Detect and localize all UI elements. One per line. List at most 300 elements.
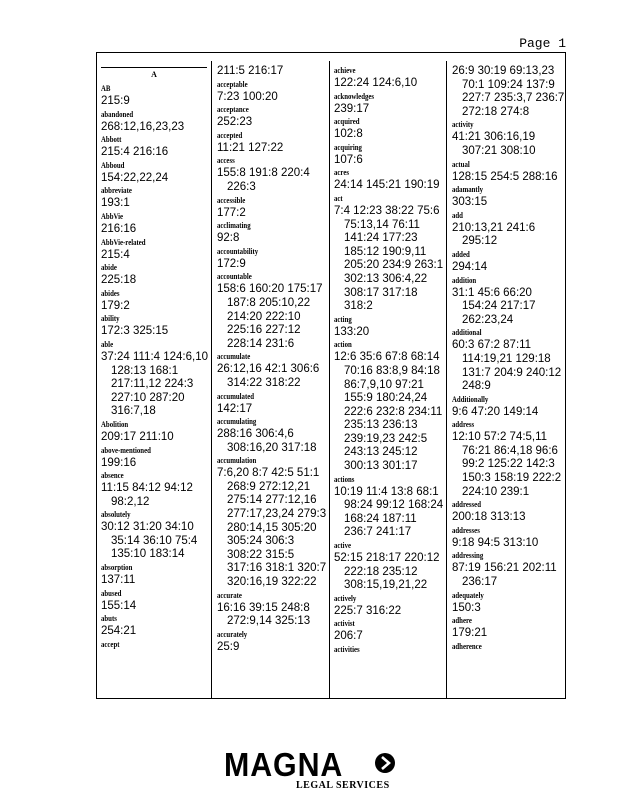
index-term: additional — [452, 328, 482, 338]
index-term: addition — [452, 275, 477, 285]
index-references — [452, 511, 564, 525]
index-references — [452, 339, 564, 393]
index-references — [334, 630, 444, 644]
reference-line: 24:14 145:21 190:19 — [334, 179, 440, 192]
index-term: access — [217, 156, 235, 166]
reference-line: 222:18 235:12 — [344, 565, 418, 578]
index-entry — [452, 394, 564, 420]
index-term: acquired — [334, 117, 360, 127]
reference-line: 268:12,16,23,23 — [101, 120, 185, 133]
index-references — [217, 641, 325, 655]
index-references — [101, 197, 207, 211]
index-entry — [334, 593, 444, 619]
reference-line: 172:3 325:15 — [101, 325, 169, 338]
index-term: accurately — [217, 629, 248, 639]
index-term: accumulate — [217, 352, 251, 362]
index-term: adequately — [452, 590, 484, 600]
reference-line: 243:13 245:12 — [344, 446, 418, 459]
index-entry — [217, 590, 325, 629]
reference-line: 12:6 35:6 67:8 68:14 — [334, 351, 440, 364]
reference-line: 70:16 83:8,9 84:18 — [344, 364, 440, 377]
reference-line: 236:17 — [462, 576, 498, 589]
index-references — [334, 605, 444, 619]
reference-line: 314:22 318:22 — [227, 376, 301, 389]
index-term: activities — [334, 645, 360, 654]
reference-line: 155:14 — [101, 599, 137, 612]
reference-line: 317:16 318:1 320:7 — [227, 562, 327, 575]
reference-line: 7:6,20 8:7 42:5 51:1 — [217, 467, 320, 480]
index-term: action — [334, 340, 352, 350]
reference-line: 102:8 — [334, 128, 363, 141]
reference-line: 252:23 — [217, 116, 253, 129]
page-label: Page 1 — [519, 36, 566, 51]
reference-line: 227:10 287:20 — [111, 391, 185, 404]
index-references — [334, 205, 444, 314]
index-term: addressing — [452, 551, 484, 561]
index-term: AbbVie — [101, 211, 124, 221]
index-references — [101, 600, 207, 614]
index-references — [452, 431, 564, 499]
index-term: AbbVie-related — [101, 237, 146, 247]
index-term: Additionally — [452, 394, 489, 404]
index-references — [452, 222, 564, 249]
reference-line: 318:2 — [344, 300, 373, 313]
reference-line: 179:2 — [101, 299, 130, 312]
index-entry — [217, 455, 325, 589]
index-entry — [217, 271, 325, 351]
reference-line: 225:18 — [101, 274, 137, 287]
reference-line: 11:21 127:22 — [217, 141, 284, 154]
reference-line: 222:6 232:8 234:11 — [344, 405, 443, 418]
reference-line: 76:21 86:4,18 96:6 — [462, 444, 558, 457]
index-term: accurate — [217, 590, 242, 600]
index-entry — [452, 275, 564, 328]
index-term: accept — [101, 639, 120, 649]
index-references — [217, 232, 325, 246]
reference-line: 133:20 — [334, 325, 370, 338]
index-term: absorption — [101, 563, 133, 573]
index-references — [452, 602, 564, 616]
reference-line: 215:9 — [101, 95, 130, 107]
reference-line: 141:24 177:23 — [344, 232, 418, 245]
index-entry — [452, 249, 564, 275]
reference-line: 150:3 — [452, 601, 481, 614]
logo-wordmark: MAGNA — [224, 746, 344, 783]
index-entry — [217, 629, 325, 655]
reference-line: 224:10 239:1 — [462, 485, 530, 498]
reference-line: 87:19 156:21 202:11 — [452, 562, 557, 575]
column-divider — [211, 61, 212, 698]
reference-line: 236:7 241:17 — [344, 526, 412, 539]
index-term: Abboud — [101, 160, 125, 170]
index-entry — [217, 155, 325, 194]
index-entry — [334, 91, 444, 117]
reference-line: 30:12 31:20 34:10 — [101, 521, 194, 534]
index-entry — [101, 339, 207, 419]
reference-line: 239:19,23 242:5 — [344, 432, 428, 445]
reference-line: 31:1 45:6 66:20 — [452, 286, 532, 299]
index-term: act — [334, 193, 343, 203]
reference-line: 70:1 109:24 137:9 — [462, 78, 555, 91]
reference-line: 185:12 190:9,11 — [344, 245, 427, 258]
reference-line: 154:22,22,24 — [101, 171, 169, 184]
index-references — [217, 403, 325, 417]
reference-line: 7:4 12:23 38:22 75:6 — [334, 204, 440, 217]
index-entry — [101, 262, 207, 288]
index-references — [101, 249, 207, 263]
index-term: acquiring — [334, 142, 362, 152]
index-term: acres — [334, 168, 349, 178]
reference-line: 225:7 316:22 — [334, 604, 402, 617]
index-term: addresses — [452, 525, 480, 535]
index-entry — [334, 167, 444, 193]
index-column-3 — [334, 65, 444, 694]
reference-line: 35:14 36:10 75:4 — [111, 534, 198, 547]
reference-line: 155:8 191:8 220:4 — [217, 167, 310, 180]
index-term: abuts — [101, 614, 117, 624]
index-references — [452, 261, 564, 275]
reference-line: 228:14 231:6 — [227, 337, 295, 350]
index-column-1 — [101, 65, 207, 694]
index-entry — [217, 104, 325, 130]
reference-line: 114:19,21 129:18 — [462, 352, 551, 365]
index-entry — [217, 391, 325, 417]
index-entry — [101, 160, 207, 186]
index-entry — [334, 618, 444, 644]
index-references — [101, 482, 207, 509]
index-entry — [217, 195, 325, 221]
reference-line: 11:15 84:12 94:12 — [101, 482, 193, 495]
index-references — [334, 552, 444, 593]
index-references — [101, 300, 207, 314]
index-entry — [452, 590, 564, 616]
index-entry — [217, 351, 325, 390]
index-references — [452, 406, 564, 420]
index-references — [217, 116, 325, 130]
index-references — [452, 65, 564, 119]
index-references — [101, 521, 207, 562]
index-entry — [452, 550, 564, 589]
index-column-2 — [217, 65, 325, 694]
index-references — [217, 602, 325, 629]
magna-logo — [224, 747, 396, 793]
reference-line: 214:20 222:10 — [227, 310, 301, 323]
index-references — [334, 351, 444, 473]
index-references — [101, 95, 207, 109]
index-entry — [217, 130, 325, 156]
reference-line: 295:12 — [462, 235, 498, 248]
index-term: added — [452, 249, 470, 259]
index-references — [334, 179, 444, 193]
reference-line: 272:18 274:8 — [462, 105, 530, 118]
index-term: adamantly — [452, 185, 483, 195]
index-term: abused — [101, 588, 122, 598]
reference-line: 307:21 308:10 — [462, 144, 536, 157]
index-references — [452, 627, 564, 641]
reference-line: 7:23 100:20 — [217, 90, 278, 103]
index-entry — [217, 79, 325, 105]
index-entry — [217, 246, 325, 272]
index-entry — [452, 615, 564, 641]
index-entry — [452, 159, 564, 185]
index-entry — [217, 220, 325, 246]
reference-line: 107:6 — [334, 153, 363, 166]
index-entry — [101, 588, 207, 614]
reference-line: 37:24 111:4 124:6,10 — [101, 350, 209, 363]
index-entry — [101, 237, 207, 263]
reference-line: 179:21 — [452, 627, 488, 640]
index-entry — [101, 509, 207, 562]
reference-line: 288:16 306:4,6 — [217, 428, 294, 441]
index-entry — [452, 499, 564, 525]
reference-line: 320:16,19 322:22 — [227, 576, 317, 589]
index-term: abandoned — [101, 109, 134, 119]
section-letter-header: A — [101, 67, 207, 79]
index-term: accountability — [217, 246, 259, 256]
reference-line: 12:10 57:2 74:5,11 — [452, 431, 548, 444]
index-entry — [101, 185, 207, 211]
index-entry — [101, 470, 207, 509]
index-term: accumulation — [217, 456, 257, 466]
index-entry — [452, 65, 564, 119]
index-term: abide — [101, 263, 117, 273]
index-references — [101, 431, 207, 445]
reference-line: 199:16 — [101, 456, 137, 469]
index-term: active — [334, 541, 351, 551]
reference-line: 275:14 277:12,16 — [227, 494, 317, 507]
reference-line: 9:18 94:5 313:10 — [452, 536, 539, 549]
index-references — [217, 65, 325, 79]
index-entry — [334, 65, 444, 91]
reference-line: 209:17 211:10 — [101, 430, 174, 443]
index-references — [334, 128, 444, 142]
index-term: actions — [334, 474, 355, 484]
reference-line: 98:24 99:12 168:24 — [344, 499, 444, 512]
index-references — [334, 326, 444, 340]
reference-line: 122:24 124:6,10 — [334, 77, 418, 89]
reference-line: 99:2 125:22 142:3 — [462, 458, 555, 471]
index-references — [452, 537, 564, 551]
reference-line: 300:13 301:17 — [344, 460, 418, 473]
index-entry — [101, 419, 207, 445]
index-references — [101, 457, 207, 471]
reference-line: 308:17 317:18 — [344, 286, 418, 299]
reference-line: 211:5 216:17 — [217, 65, 284, 77]
reference-line: 158:6 160:20 175:17 — [217, 283, 323, 296]
index-term: abbreviate — [101, 186, 132, 196]
index-references — [217, 283, 325, 351]
index-term: acting — [334, 314, 352, 324]
index-term: absence — [101, 471, 124, 481]
reference-line: 206:7 — [334, 630, 363, 643]
reference-line: 52:15 218:17 220:12 — [334, 552, 440, 565]
index-term: actual — [452, 159, 470, 169]
index-references — [101, 351, 207, 419]
index-entry — [334, 116, 444, 142]
reference-line: 225:16 227:12 — [227, 324, 301, 337]
reference-line: 98:2,12 — [111, 495, 150, 508]
reference-line: 217:11,12 224:3 — [111, 378, 194, 391]
index-entry — [334, 314, 444, 340]
index-entry — [334, 339, 444, 473]
index-references — [217, 363, 325, 390]
index-entry — [452, 184, 564, 210]
reference-line: 26:12,16 42:1 306:6 — [217, 363, 320, 376]
reference-line: 205:20 234:9 263:1 — [344, 259, 444, 272]
index-references — [217, 428, 325, 455]
reference-line: 277:17,23,24 279:3 — [227, 508, 327, 521]
index-references — [334, 486, 444, 540]
reference-line: 262:23,24 — [462, 313, 514, 326]
reference-line: 316:7,18 — [111, 405, 156, 418]
index-term: activity — [452, 120, 474, 130]
index-term: AB — [101, 84, 111, 93]
reference-line: 305:24 306:3 — [227, 535, 295, 548]
index-entry — [101, 445, 207, 471]
index-references — [101, 223, 207, 237]
reference-line: 26:9 30:19 69:13,23 — [452, 65, 555, 77]
index-term: acceptance — [217, 105, 249, 115]
index-term: accumulated — [217, 391, 255, 401]
reference-line: 215:4 — [101, 248, 130, 261]
right-arrow-circle-icon — [374, 752, 396, 774]
index-entry — [334, 193, 444, 314]
index-term: accountable — [217, 272, 252, 282]
index-term: accessible — [217, 195, 246, 205]
index-term: actively — [334, 593, 357, 603]
reference-line: 235:13 236:13 — [344, 419, 418, 432]
reference-line: 142:17 — [217, 402, 253, 415]
index-frame — [96, 52, 566, 699]
reference-line: 155:9 180:24,24 — [344, 392, 428, 405]
index-entry — [334, 644, 444, 656]
index-entry — [452, 119, 564, 158]
index-references — [217, 467, 325, 589]
index-term: address — [452, 420, 475, 430]
reference-line: 239:17 — [334, 102, 370, 115]
reference-line: 25:9 — [217, 640, 240, 653]
reference-line: 294:14 — [452, 260, 488, 273]
reference-line: 41:21 306:16,19 — [452, 131, 536, 144]
column-divider — [329, 61, 330, 698]
index-entry — [452, 327, 564, 393]
index-term: activist — [334, 619, 355, 629]
reference-line: 131:7 204:9 240:12 — [462, 366, 562, 379]
index-references — [101, 121, 207, 135]
reference-line: 200:18 313:13 — [452, 511, 526, 524]
index-entry — [217, 416, 325, 455]
index-term: addressed — [452, 500, 481, 510]
reference-line: 86:7,9,10 97:21 — [344, 378, 424, 391]
index-references — [101, 274, 207, 288]
reference-line: 135:10 183:14 — [111, 548, 185, 561]
index-term: Abolition — [101, 419, 129, 429]
index-entry — [334, 540, 444, 593]
index-references — [452, 131, 564, 158]
reference-line: 128:15 254:5 288:16 — [452, 170, 558, 183]
reference-line: 303:15 — [452, 196, 488, 209]
index-entry — [101, 83, 207, 109]
index-term: add — [452, 210, 463, 220]
index-term: absolutely — [101, 510, 131, 520]
reference-line: 168:24 187:11 — [344, 512, 417, 525]
index-references — [217, 258, 325, 272]
reference-line: 154:24 217:17 — [462, 300, 536, 313]
index-column-4 — [452, 65, 564, 694]
reference-line: 210:13,21 241:6 — [452, 221, 536, 234]
reference-line: 60:3 67:2 87:11 — [452, 339, 532, 352]
index-references — [101, 172, 207, 186]
reference-line: 216:16 — [101, 222, 137, 235]
index-references — [101, 574, 207, 588]
index-entry — [101, 613, 207, 639]
reference-line: 128:13 168:1 — [111, 364, 179, 377]
reference-line: 272:9,14 325:13 — [227, 615, 311, 628]
index-entry — [101, 134, 207, 160]
reference-line: 75:13,14 76:11 — [344, 218, 420, 231]
index-term: adherence — [452, 641, 482, 651]
index-references — [217, 91, 325, 105]
logo-subtitle: LEGAL SERVICES — [296, 780, 390, 791]
index-term: above-mentioned — [101, 445, 151, 455]
index-references — [101, 146, 207, 160]
reference-line: 308:16,20 317:18 — [227, 441, 317, 454]
index-entry — [101, 313, 207, 339]
index-entry — [334, 142, 444, 168]
index-references — [334, 154, 444, 168]
reference-line: 187:8 205:10,22 — [227, 296, 311, 309]
index-entry — [217, 65, 325, 79]
reference-line: 215:4 216:16 — [101, 146, 169, 159]
index-references — [452, 196, 564, 210]
reference-line: 254:21 — [101, 625, 137, 638]
index-references — [334, 103, 444, 117]
index-entry — [101, 288, 207, 314]
reference-line: 248:9 — [462, 380, 491, 393]
reference-line: 9:6 47:20 149:14 — [452, 405, 539, 418]
index-term: Abbott — [101, 135, 122, 145]
index-references — [452, 171, 564, 185]
index-term: accumulating — [217, 417, 257, 427]
index-term: acknowledges — [334, 91, 375, 101]
index-entry — [101, 639, 207, 651]
index-references — [101, 325, 207, 339]
reference-line: 177:2 — [217, 206, 246, 219]
index-references — [101, 625, 207, 639]
index-entry — [452, 641, 564, 653]
index-term: abides — [101, 288, 120, 298]
index-entry — [101, 109, 207, 135]
index-term: achieve — [334, 66, 356, 75]
reference-line: 227:7 235:3,7 236:7 — [462, 92, 565, 105]
column-divider — [446, 61, 447, 698]
reference-line: 308:15,19,21,22 — [344, 579, 428, 592]
index-entry — [334, 474, 444, 540]
index-references — [334, 77, 444, 91]
index-references — [217, 167, 325, 194]
index-entry — [452, 525, 564, 551]
reference-line: 226:3 — [227, 180, 256, 193]
reference-line: 308:22 315:5 — [227, 548, 295, 561]
reference-line: 10:19 11:4 13:8 68:1 — [334, 485, 439, 498]
index-term: adhere — [452, 616, 472, 626]
reference-line: 193:1 — [101, 197, 130, 210]
index-references — [452, 287, 564, 328]
index-references — [452, 562, 564, 589]
reference-line: 137:11 — [101, 574, 136, 587]
index-term: acclimating — [217, 221, 251, 231]
reference-line: 92:8 — [217, 232, 240, 245]
